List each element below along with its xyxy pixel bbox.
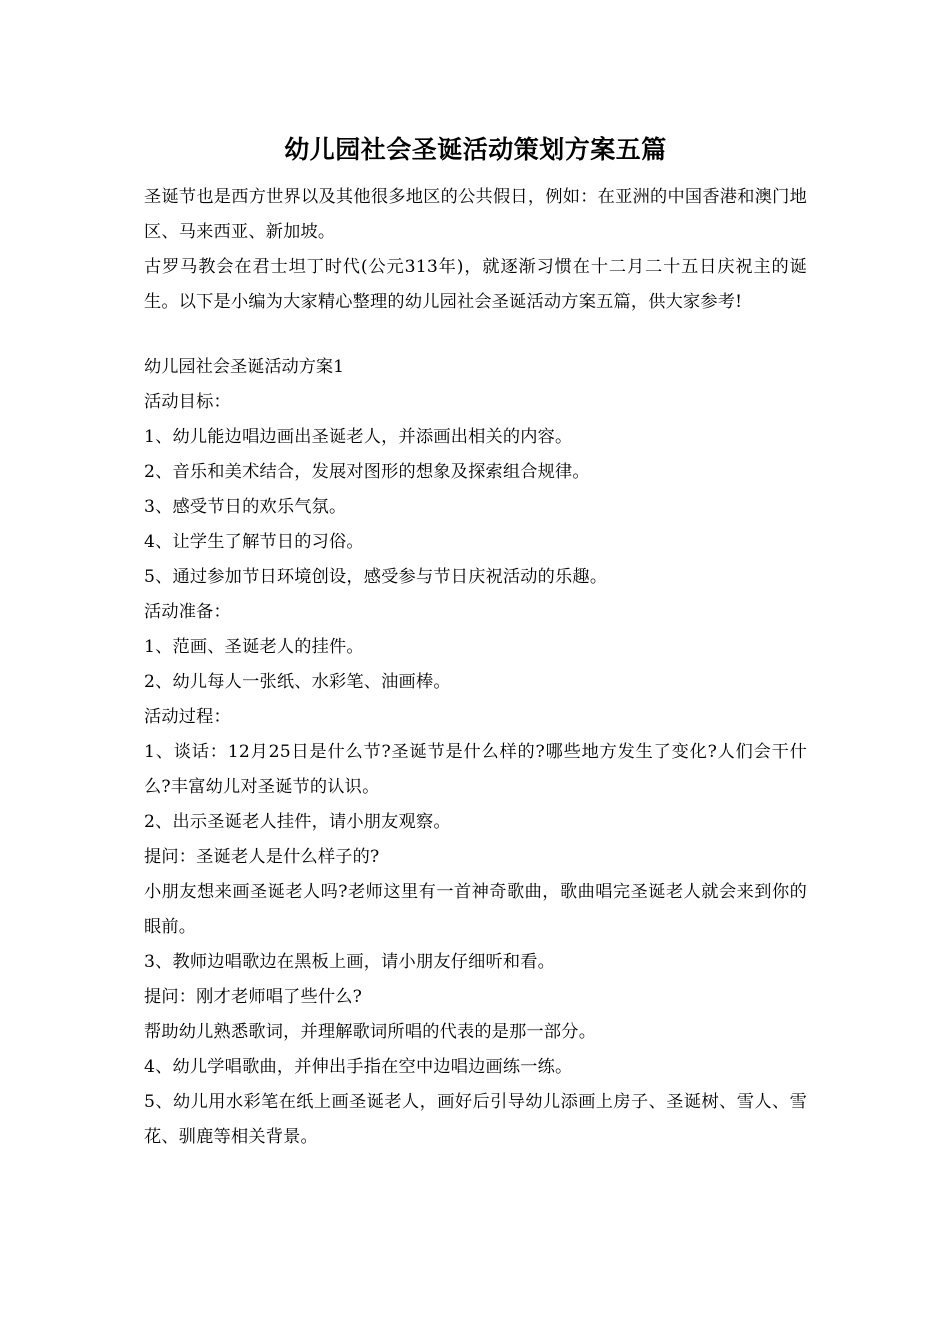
section-line: 活动准备： (144, 602, 231, 622)
section-line: 提问：刚才老师唱了些什么? (144, 987, 363, 1007)
section-line: 3、教师边唱歌边在黑板上画，请小朋友仔细听和看。 (144, 952, 556, 972)
plan-section (144, 350, 807, 1155)
section-line: 1、谈话：12月25日是什么节?圣诞节是什么样的?哪些地方发生了变化?人们会干什么?丰富幼儿对圣诞节的认识。 (144, 742, 807, 797)
section-line: 帮助幼儿熟悉歌词，并理解歌词所唱的代表的是那一部分。 (144, 1022, 597, 1042)
section-line: 2、幼儿每人一张纸、水彩笔、油画棒。 (144, 672, 451, 692)
section-line: 1、幼儿能边唱边画出圣诞老人，并添画出相关的内容。 (144, 427, 573, 447)
intro-paragraph: 古罗马教会在君士坦丁时代(公元313年)，就逐渐习惯在十二月二十五日庆祝主的诞生。以下是小编为大家精心整理的幼儿园社会圣诞活动方案五篇，供大家参考! (144, 257, 807, 312)
section-line: 活动过程： (144, 707, 231, 727)
section-line: 2、出示圣诞老人挂件，请小朋友观察。 (144, 812, 451, 832)
section-line: 2、音乐和美术结合，发展对图形的想象及探索组合规律。 (144, 462, 590, 482)
section-line: 4、让学生了解节日的习俗。 (144, 532, 364, 552)
section-heading: 幼儿园社会圣诞活动方案1 (144, 357, 344, 377)
section-spacer (144, 320, 807, 350)
section-line: 活动目标： (144, 392, 231, 412)
section-line: 5、幼儿用水彩笔在纸上画圣诞老人，画好后引导幼儿添画上房子、圣诞树、雪人、雪花、驯鹿等相关背景。 (144, 1092, 807, 1147)
section-line: 4、幼儿学唱歌曲，并伸出手指在空中边唱边画练一练。 (144, 1057, 573, 1077)
section-line: 5、通过参加节日环境创设，感受参与节日庆祝活动的乐趣。 (144, 567, 608, 587)
section-line: 小朋友想来画圣诞老人吗?老师这里有一首神奇歌曲，歌曲唱完圣诞老人就会来到你的眼前。 (144, 882, 807, 937)
section-line: 提问：圣诞老人是什么样子的? (144, 847, 380, 867)
intro-section (144, 180, 807, 320)
section-line: 3、感受节日的欢乐气氛。 (144, 497, 347, 517)
intro-paragraph: 圣诞节也是西方世界以及其他很多地区的公共假日，例如：在亚洲的中国香港和澳门地区、马来西亚、新加坡。 (144, 187, 807, 242)
section-line: 1、范画、圣诞老人的挂件。 (144, 637, 364, 657)
page-title: 幼儿园社会圣诞活动策划方案五篇 (284, 135, 667, 164)
